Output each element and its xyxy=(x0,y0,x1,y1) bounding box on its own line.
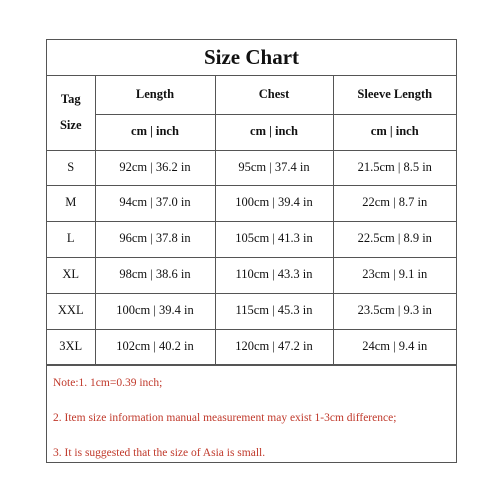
sleeve-cell: 22.5cm | 8.9 in xyxy=(333,221,456,257)
length-cell: 96cm | 37.8 in xyxy=(95,221,215,257)
length-cell: 98cm | 38.6 in xyxy=(95,257,215,293)
sleeve-units: cm | inch xyxy=(333,114,456,150)
sleeve-length-header: Sleeve Length xyxy=(333,76,456,114)
sleeve-cell: 23.5cm | 9.3 in xyxy=(333,293,456,329)
table-row xyxy=(47,150,456,185)
chest-cell: 110cm | 43.3 in xyxy=(215,257,333,293)
sleeve-cell: 21.5cm | 8.5 in xyxy=(333,150,456,185)
length-cell: 92cm | 36.2 in xyxy=(95,150,215,185)
length-header: Length xyxy=(95,76,215,114)
table-row xyxy=(47,329,456,364)
table-row xyxy=(47,293,456,329)
length-cell: 94cm | 37.0 in xyxy=(95,185,215,221)
tag-label: Tag xyxy=(60,92,81,106)
table-row xyxy=(47,221,456,257)
chest-units: cm | inch xyxy=(215,114,333,150)
note-1: Note:1. 1cm=0.39 inch; xyxy=(53,377,163,389)
table-row xyxy=(47,185,456,221)
chest-cell: 95cm | 37.4 in xyxy=(215,150,333,185)
size-cell: S xyxy=(47,150,95,185)
sleeve-cell: 24cm | 9.4 in xyxy=(333,329,456,364)
units-row xyxy=(47,114,456,150)
header-row xyxy=(47,76,456,114)
chest-cell: 115cm | 45.3 in xyxy=(215,293,333,329)
size-cell: M xyxy=(47,185,95,221)
page-title: Size Chart xyxy=(47,40,456,76)
sleeve-cell: 22cm | 8.7 in xyxy=(333,185,456,221)
length-cell: 102cm | 40.2 in xyxy=(95,329,215,364)
table-row xyxy=(47,257,456,293)
notes-section xyxy=(47,365,456,470)
size-table xyxy=(47,76,456,365)
size-cell: L xyxy=(47,221,95,257)
sleeve-cell: 23cm | 9.1 in xyxy=(333,257,456,293)
length-cell: 100cm | 39.4 in xyxy=(95,293,215,329)
chest-cell: 100cm | 39.4 in xyxy=(215,185,333,221)
size-chart xyxy=(46,39,457,463)
size-cell: XL xyxy=(47,257,95,293)
chest-cell: 105cm | 41.3 in xyxy=(215,221,333,257)
size-cell: 3XL xyxy=(47,329,95,364)
size-cell: XXL xyxy=(47,293,95,329)
chest-cell: 120cm | 47.2 in xyxy=(215,329,333,364)
tag-size-header xyxy=(47,76,95,150)
chest-header: Chest xyxy=(215,76,333,114)
length-units: cm | inch xyxy=(95,114,215,150)
note-3: 3. It is suggested that the size of Asia is small. xyxy=(53,447,266,459)
size-label: Size xyxy=(59,117,82,132)
note-2: 2. Item size information manual measurement may exist 1-3cm difference; xyxy=(53,412,397,424)
